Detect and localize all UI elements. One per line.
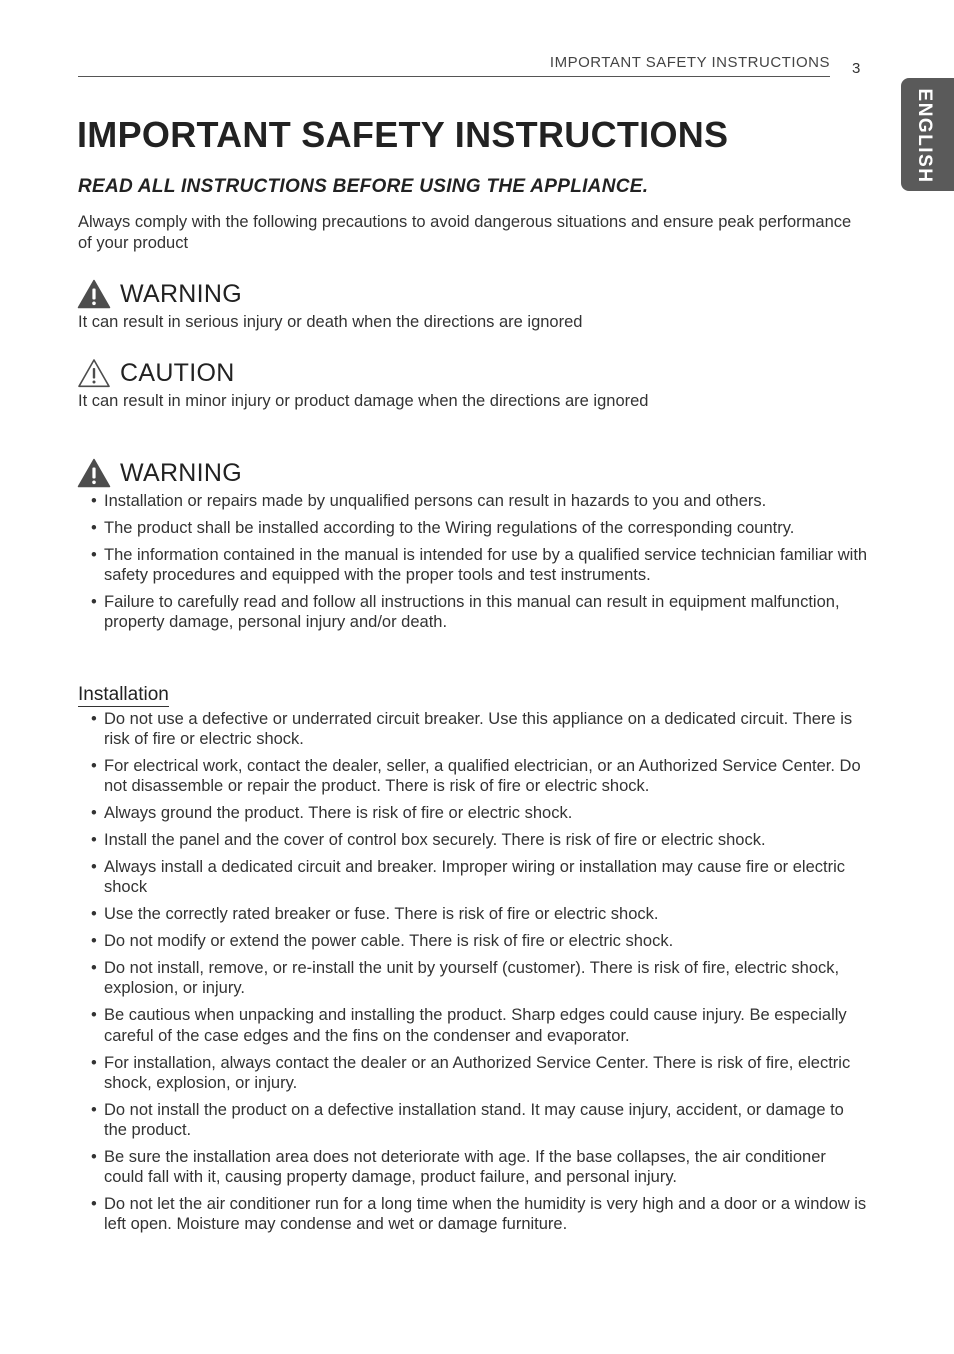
list-item: • Be sure the installation area does not deteriorate with age. If the base collapses, the air conditioner could fall with it, causing property damage, product failure, and personal injury. [91, 1147, 826, 1187]
page-number: 3 [852, 60, 861, 77]
list-item: • Do not install the product on a defective installation stand. It may cause injury, accident, or damage to the product. [91, 1100, 844, 1139]
warning-section-heading [77, 458, 877, 488]
legend-warning-label: WARNING [120, 279, 242, 308]
caution-triangle-icon [77, 358, 111, 388]
warning-section-label: WARNING [120, 458, 242, 487]
warning-triangle-icon [77, 279, 111, 309]
list-item: • Do not use a defective or underrated circuit breaker. Use this appliance on a dedicated circuit. There is risk of fire or electric shock. [91, 710, 853, 749]
list-item: • Be cautious when unpacking and installing the product. Sharp edges could cause injury. Be especially careful of the case edges and the fins on the condenser and evaporator. [91, 1006, 847, 1045]
intro-paragraph: Always comply with the following precautions to avoid dangerous situations and ensure peak performance of your product [78, 213, 852, 252]
list-item: • The product shall be installed according to the Wiring regulations of the corresponding country. [91, 518, 795, 537]
language-tab-label: ENGLISH [914, 88, 935, 184]
installation-list [78, 709, 868, 1241]
warning-triangle-icon [77, 458, 111, 488]
list-item: • For installation, always contact the dealer or an Authorized Service Center. There is risk of fire, electric shock, explosion, or injury. [91, 1053, 851, 1092]
legend-warning-description: It can result in serious injury or death when the directions are ignored [78, 313, 583, 331]
list-item: • Always install a dedicated circuit and breaker. Improper wiring or installation may cause fire or electric shock [91, 858, 845, 897]
list-item: • For electrical work, contact the dealer, seller, a qualified electrician, or an Authorized Service Center. Do not disassemble or repair the product. There is risk of fire or electric shock. [91, 757, 861, 796]
legend-caution-description: It can result in minor injury or product damage when the directions are ignored [78, 392, 649, 410]
warning-list [78, 491, 868, 639]
running-header [78, 52, 830, 77]
list-item: • Installation or repairs made by unqualified persons can result in hazards to you and others. [91, 492, 767, 510]
list-item: • The information contained in the manual is intended for use by a qualified service technician familiar with safety procedures and equipped with the proper tools and test instruments. [91, 545, 868, 585]
list-item: • Do not install, remove, or re-install the unit by yourself (customer). There is risk of fire, electric shock, explosion, or injury. [91, 959, 840, 998]
legend-caution [77, 358, 877, 411]
legend-warning [77, 279, 877, 332]
legend-caution-label: CAUTION [120, 358, 235, 387]
list-item: • Install the panel and the cover of control box securely. There is risk of fire or electric shock. [91, 831, 766, 850]
list-item: • Do not modify or extend the power cable. There is risk of fire or electric shock. [91, 932, 674, 951]
language-tab [901, 78, 954, 191]
list-item: • Always ground the product. There is risk of fire or electric shock. [91, 804, 573, 823]
list-item: • Do not let the air conditioner run for a long time when the humidity is very high and a door or a window is left open. Moisture may condense and wet or damage furniture. [91, 1195, 867, 1234]
installation-heading: Installation [78, 684, 169, 705]
list-item: • Failure to carefully read and follow all instructions in this manual can result in equipment malfunction, property damage, personal injury and/or death. [91, 592, 840, 632]
running-header-text: IMPORTANT SAFETY INSTRUCTIONS [549, 54, 830, 71]
list-item: • Use the correctly rated breaker or fuse. There is risk of fire or electric shock. [91, 905, 659, 924]
page-subtitle: READ ALL INSTRUCTIONS BEFORE USING THE APPLIANCE. [78, 176, 649, 197]
page-title: IMPORTANT SAFETY INSTRUCTIONS [77, 114, 729, 155]
